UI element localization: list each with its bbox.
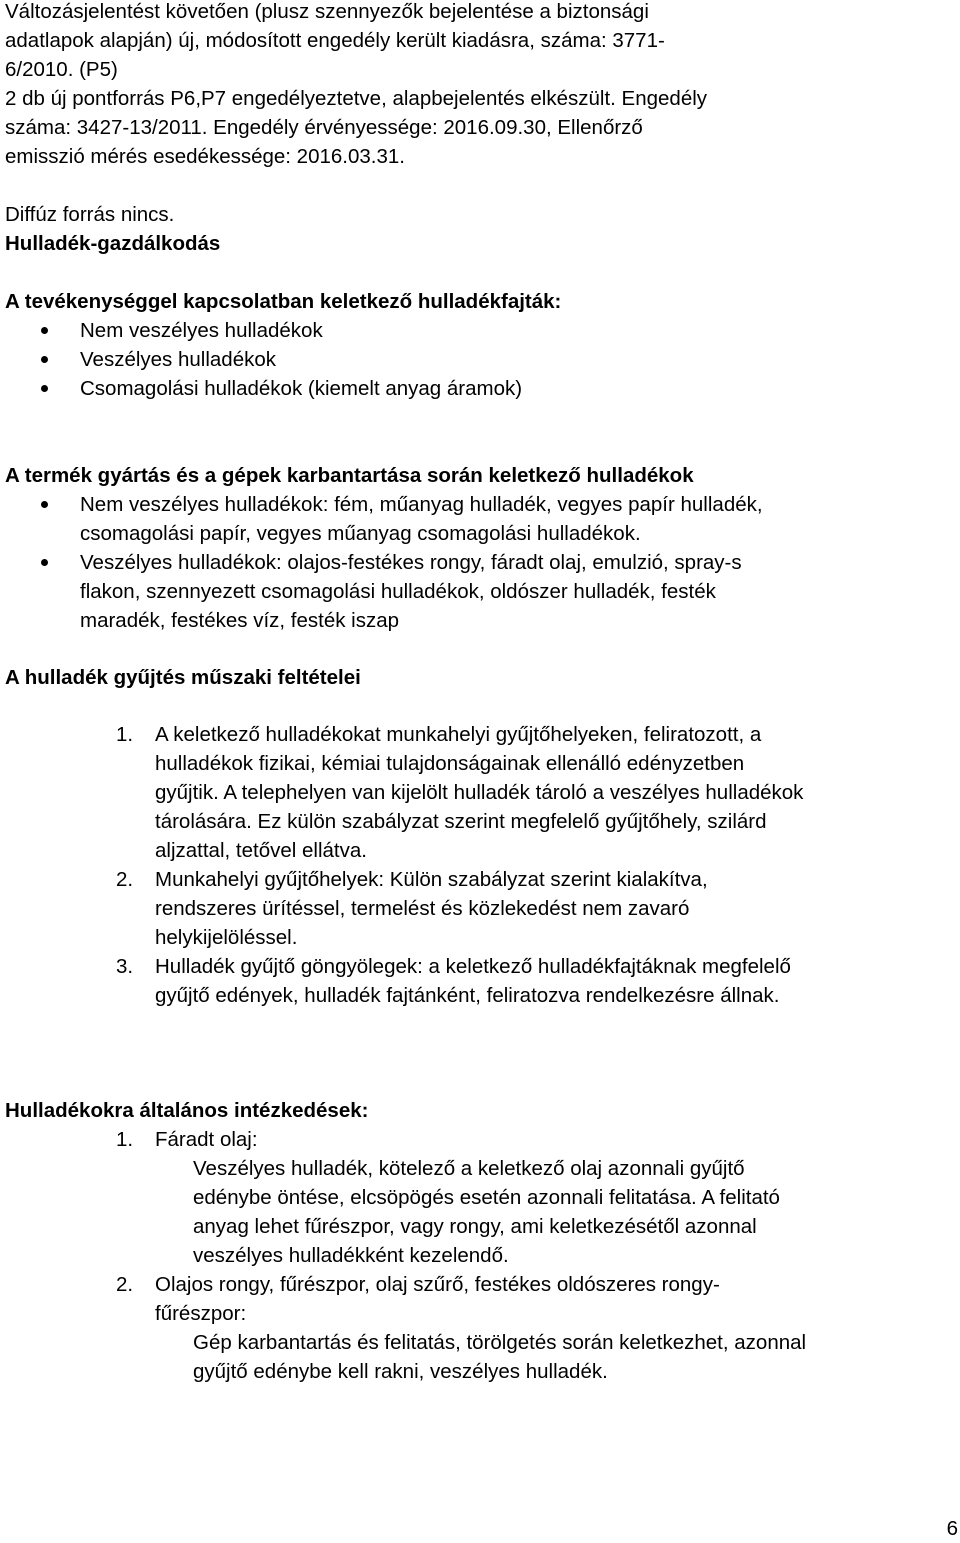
production-waste-list <box>5 490 955 635</box>
item-title: Olajos rongy, fűrészpor, olaj szűrő, festékes oldószeres rongy- <box>155 1273 720 1296</box>
waste-types-heading: A tevékenységgel kapcsolatban keletkező hulladékfajták: <box>5 290 562 313</box>
collection-conditions-heading: A hulladék gyűjtés műszaki feltételei <box>5 666 361 689</box>
bullet-icon <box>41 559 48 566</box>
text-line: Változásjelentést követően (plusz szennyezők bejelentése a biztonsági <box>5 0 649 23</box>
list-item: Veszélyes hulladékok: olajos-festékes rongy, fáradt olaj, emulzió, spray-s flakon, szennyezett csomagolási hulladékok, oldószer hulladék, festék maradék, festékes víz, festék iszap <box>5 548 955 635</box>
item-title: Fáradt olaj: <box>155 1128 258 1151</box>
bullet-icon <box>41 385 48 392</box>
diffuse-source-note: Diffúz forrás nincs. <box>5 203 175 226</box>
text-line: emisszió mérés esedékessége: 2016.03.31. <box>5 145 405 168</box>
production-waste-heading: A termék gyártás és a gépek karbantartása során keletkező hulladékok <box>5 464 694 487</box>
list-item <box>5 1125 955 1154</box>
text-line: száma: 3427-13/2011. Engedély érvényessége: 2016.09.30, Ellenőrző <box>5 116 643 139</box>
bullet-icon <box>41 327 48 334</box>
section-heading-waste-management: Hulladék-gazdálkodás <box>5 232 221 255</box>
list-item: Csomagolási hulladékok (kiemelt anyag áramok) <box>5 374 955 403</box>
item-title: fűrészpor: <box>155 1302 247 1325</box>
text-line: 2 db új pontforrás P6,P7 engedélyeztetve, alapbejelentés elkészült. Engedély <box>5 87 708 110</box>
collection-conditions-list <box>5 720 955 1010</box>
list-item: 3. Hulladék gyűjtő göngyölegek: a keletkező hulladékfajtáknak megfelelő gyűjtő edények, hulladék fajtánként, feliratozva rendelkezésre állnak. <box>5 952 955 1010</box>
item-number: 2. <box>116 1273 134 1296</box>
list-item: 1. A keletkező hulladékokat munkahelyi gyűjtőhelyeken, feliratozott, a hulladékok fizikai, kémiai tulajdonságainak ellenálló edényzetben gyűjtik. A telephelyen van kijelölt hulladék tároló a veszélyes hulladékok tárolására. Ez külön szabályzat szerint megfelelő gyűjtőhely, szilárd aljzattal, tetővel ellátva. <box>5 720 955 865</box>
list-item: Nem veszélyes hulladékok: fém, műanyag hulladék, vegyes papír hulladék, csomagolási papír, vegyes műanyag csomagolási hulladékok. <box>5 490 955 548</box>
text-line: adatlapok alapján) új, módosított engedély került kiadásra, száma: 3771- <box>5 29 665 52</box>
item-body: Veszélyes hulladék, kötelező a keletkező olaj azonnali gyűjtő edénybe öntése, elcsöpögés esetén azonnali felitatása. A felitató anyag lehet fűrészpor, vagy rongy, ami keletkezésétől azonnal veszélyes hulladékként kezelendő. <box>193 1157 780 1267</box>
document-page <box>5 0 955 1386</box>
general-measures-list <box>5 1125 955 1386</box>
list-item: Nem veszélyes hulladékok <box>5 316 955 345</box>
list-item: 2. Munkahelyi gyűjtőhelyek: Külön szabályzat szerint kialakítva, rendszeres ürítéssel, termelést és közlekedést nem zavaró helykijelöléssel. <box>5 865 955 952</box>
list-item <box>5 1270 955 1328</box>
item-body: Gép karbantartás és felitatás, törölgetés során keletkezhet, azonnal gyűjtő edénybe kell rakni, veszélyes hulladék. <box>193 1331 807 1383</box>
list-item: Veszélyes hulladékok <box>5 345 955 374</box>
page-number: 6 <box>946 1517 958 1540</box>
text-line: 6/2010. (P5) <box>5 58 118 81</box>
bullet-icon <box>41 356 48 363</box>
item-number: 1. <box>116 1128 134 1151</box>
waste-types-list <box>5 316 955 403</box>
item-number: 2. <box>116 868 134 891</box>
general-measures-heading: Hulladékokra általános intézkedések: <box>5 1099 369 1122</box>
bullet-icon <box>41 501 48 508</box>
item-number: 3. <box>116 955 134 978</box>
item-number: 1. <box>116 723 134 746</box>
intro-paragraph <box>5 0 955 171</box>
